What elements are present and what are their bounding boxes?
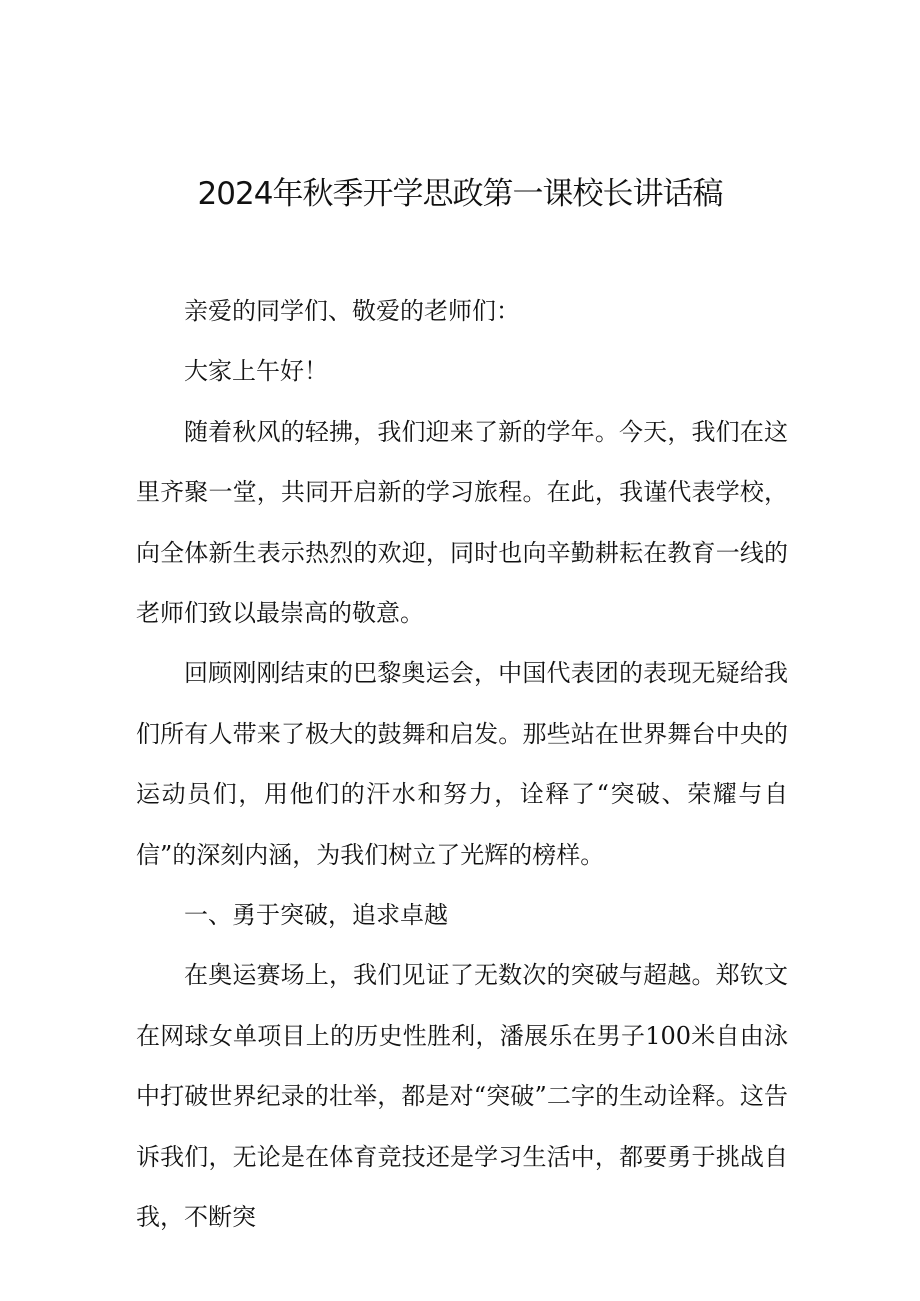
salutation: 亲爱的同学们、敬爱的老师们： [184,297,520,325]
greeting: 大家上午好！ [184,357,328,386]
section-heading: 一、勇于突破，追求卓越 [184,901,448,930]
body-paragraph: 回顾刚刚结束的巴黎奥运会，中国代表团的表现无疑给我们所有人带来了极大的鼓舞和启发。那些站在世界舞台中央的运动员们，用他们的汗水和努力，诠释了“突破、荣耀与自信”的深刻内涵，为我们树立了光辉的榜样。 [136,659,788,869]
document-title: 2024年秋季开学思政第一课校长讲话稿 [197,176,723,212]
body-paragraph: 在奥运赛场上，我们见证了无数次的突破与超越。郑钦文在网球女单项目上的历史性胜利，潘展乐在男子100米自由泳中打破世界纪录的壮举，都是对“突破”二字的生动诠释。这告诉我们，无论是在体育竞技还是学习生活中，都要勇于挑战自我，不断突 [136,961,788,1232]
document-body [136,281,788,1248]
body-paragraph: 随着秋风的轻拂，我们迎来了新的学年。今天，我们在这里齐聚一堂，共同开启新的学习旅程。在此，我谨代表学校，向全体新生表示热烈的欢迎，同时也向辛勤耕耘在教育一线的老师们致以最崇高的敬意。 [136,417,788,628]
